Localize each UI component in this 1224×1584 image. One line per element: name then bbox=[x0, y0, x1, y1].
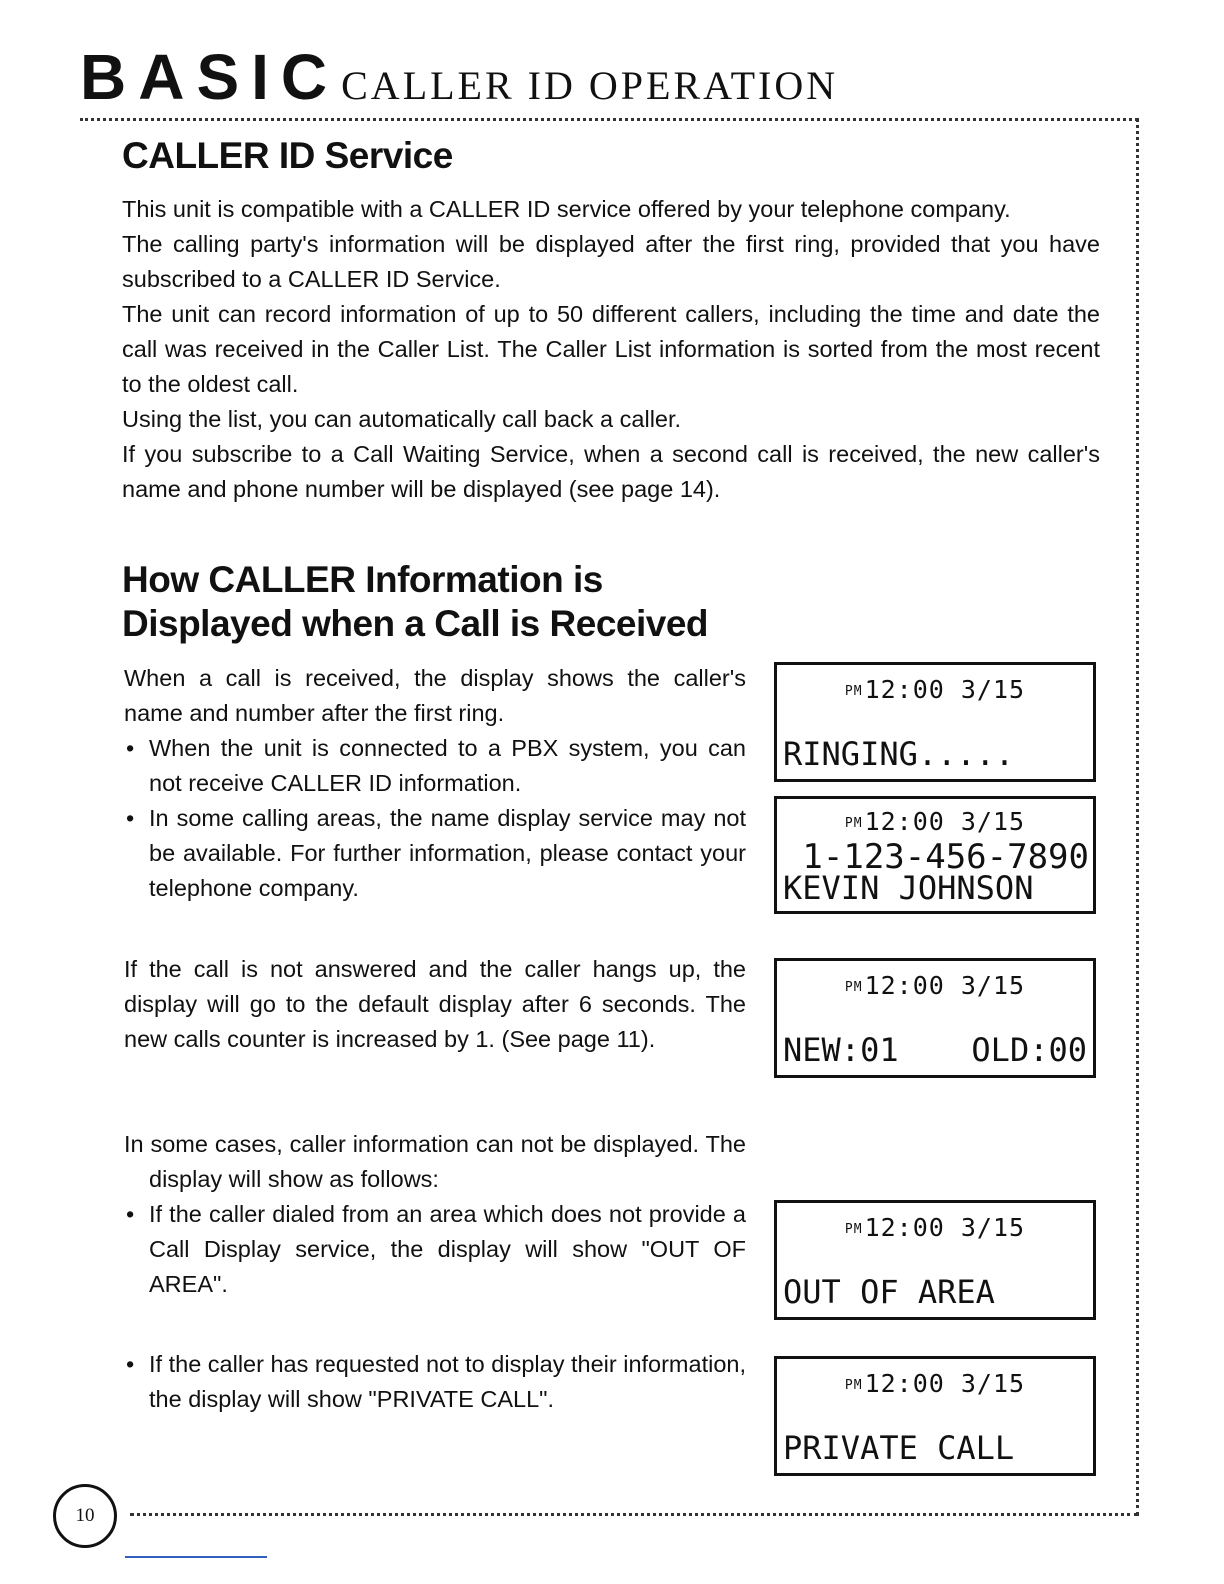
section-title-line: Displayed when a Call is Received bbox=[122, 603, 709, 644]
unavailable-info-text: In some cases, caller information can not be displayed. The display will show as follows: bbox=[124, 1131, 746, 1192]
intro-paragraph: Using the list, you can automatically call back a caller. bbox=[122, 406, 682, 432]
lcd-display-counter bbox=[774, 958, 1096, 1078]
lcd-display-out-of-area bbox=[774, 1200, 1096, 1320]
bullet-item bbox=[124, 1197, 746, 1302]
lcd-time-date bbox=[777, 971, 1093, 1000]
section-title-line: How CALLER Information is bbox=[122, 559, 603, 600]
pm-indicator: PM bbox=[844, 816, 863, 831]
private-call-bullets bbox=[124, 1347, 746, 1417]
bullet-item bbox=[124, 801, 746, 906]
call-received-bullets bbox=[124, 731, 746, 906]
bullet-text: If the caller dialed from an area which does not provide a Call Display service, the display will show "OUT OF AREA". bbox=[149, 1201, 746, 1297]
pm-indicator: PM bbox=[844, 980, 863, 995]
lcd-out-of-area-text: OUT OF AREA bbox=[783, 1273, 995, 1311]
bullet-icon: • bbox=[126, 735, 135, 761]
section-title-caller-id-service: CALLER ID Service bbox=[122, 135, 453, 176]
bottom-dotted-rule bbox=[130, 1513, 1138, 1516]
section-badge-basic: BASIC bbox=[80, 41, 340, 113]
bullet-text: When the unit is connected to a PBX system, you can not receive CALLER ID information. bbox=[149, 735, 746, 796]
lcd-time-text: 12:00 3/15 bbox=[864, 1213, 1026, 1242]
intro-text bbox=[122, 192, 1100, 507]
lcd-display-private-call bbox=[774, 1356, 1096, 1476]
lcd-time-date bbox=[777, 1369, 1093, 1398]
call-received-block bbox=[124, 661, 746, 906]
bullet-item bbox=[124, 1347, 746, 1417]
pm-indicator: PM bbox=[844, 1222, 863, 1237]
intro-paragraph: The unit can record information of up to 50 different callers, including the time and date the call was received in the Caller List. The Caller List information is sorted from the most recent to the oldest call. bbox=[122, 301, 1100, 397]
section-title-how-displayed bbox=[122, 558, 822, 646]
lcd-time-text: 12:00 3/15 bbox=[864, 807, 1026, 836]
intro-paragraph: This unit is compatible with a CALLER ID service offered by your telephone company. bbox=[122, 196, 1011, 222]
unanswered-call-block bbox=[124, 952, 746, 1057]
private-call-block bbox=[124, 1347, 746, 1417]
intro-paragraph: If you subscribe to a Call Waiting Service, when a second call is received, the new caller's name and phone number will be displayed (see page 14). bbox=[122, 441, 1100, 502]
bullet-icon: • bbox=[126, 805, 135, 831]
right-dotted-rule bbox=[1136, 118, 1139, 1516]
top-dotted-rule bbox=[80, 118, 1138, 121]
lcd-time-date bbox=[777, 675, 1093, 704]
page-header bbox=[80, 40, 838, 115]
lcd-time-text: 12:00 3/15 bbox=[864, 1369, 1026, 1398]
unanswered-call-text: If the call is not answered and the caller hangs up, the display will go to the default display after 6 seconds. The new calls counter is increased by 1. (See page 11). bbox=[124, 956, 746, 1052]
pm-indicator: PM bbox=[844, 684, 863, 699]
lcd-ringing-text: RINGING..... bbox=[783, 735, 1015, 773]
bullet-text: In some calling areas, the name display service may not be available. For further information, please contact your telephone company. bbox=[149, 805, 746, 901]
pm-indicator: PM bbox=[844, 1378, 863, 1393]
lcd-time-date bbox=[777, 807, 1093, 836]
lcd-caller-name: KEVIN JOHNSON bbox=[783, 869, 1034, 907]
lcd-private-call-text: PRIVATE CALL bbox=[783, 1429, 1015, 1467]
bullet-icon: • bbox=[126, 1351, 135, 1377]
lcd-caller-number: 1-123-456-7890 bbox=[802, 837, 1089, 877]
lcd-display-caller-info bbox=[774, 796, 1096, 914]
lcd-time-text: 12:00 3/15 bbox=[864, 971, 1026, 1000]
header-subtitle: CALLER ID OPERATION bbox=[341, 63, 839, 108]
lcd-time-date bbox=[777, 1213, 1093, 1242]
bullet-icon: • bbox=[126, 1201, 135, 1227]
call-received-text: When a call is received, the display shows the caller's name and number after the first ring. bbox=[124, 665, 746, 726]
bullet-item bbox=[124, 731, 746, 801]
footer-link-underline bbox=[125, 1556, 267, 1558]
page-number: 10 bbox=[53, 1484, 117, 1548]
intro-paragraph: The calling party's information will be displayed after the first ring, provided that you have subscribed to a CALLER ID Service. bbox=[122, 231, 1100, 292]
unavailable-info-bullets bbox=[124, 1197, 746, 1302]
lcd-old-calls-counter: OLD:00 bbox=[971, 1031, 1087, 1069]
lcd-display-ringing bbox=[774, 662, 1096, 782]
lcd-new-calls-counter: NEW:01 bbox=[783, 1031, 899, 1069]
bullet-text: If the caller has requested not to display their information, the display will show "PRIVATE CALL". bbox=[149, 1351, 746, 1412]
unavailable-info-block bbox=[124, 1127, 746, 1302]
lcd-time-text: 12:00 3/15 bbox=[864, 675, 1026, 704]
